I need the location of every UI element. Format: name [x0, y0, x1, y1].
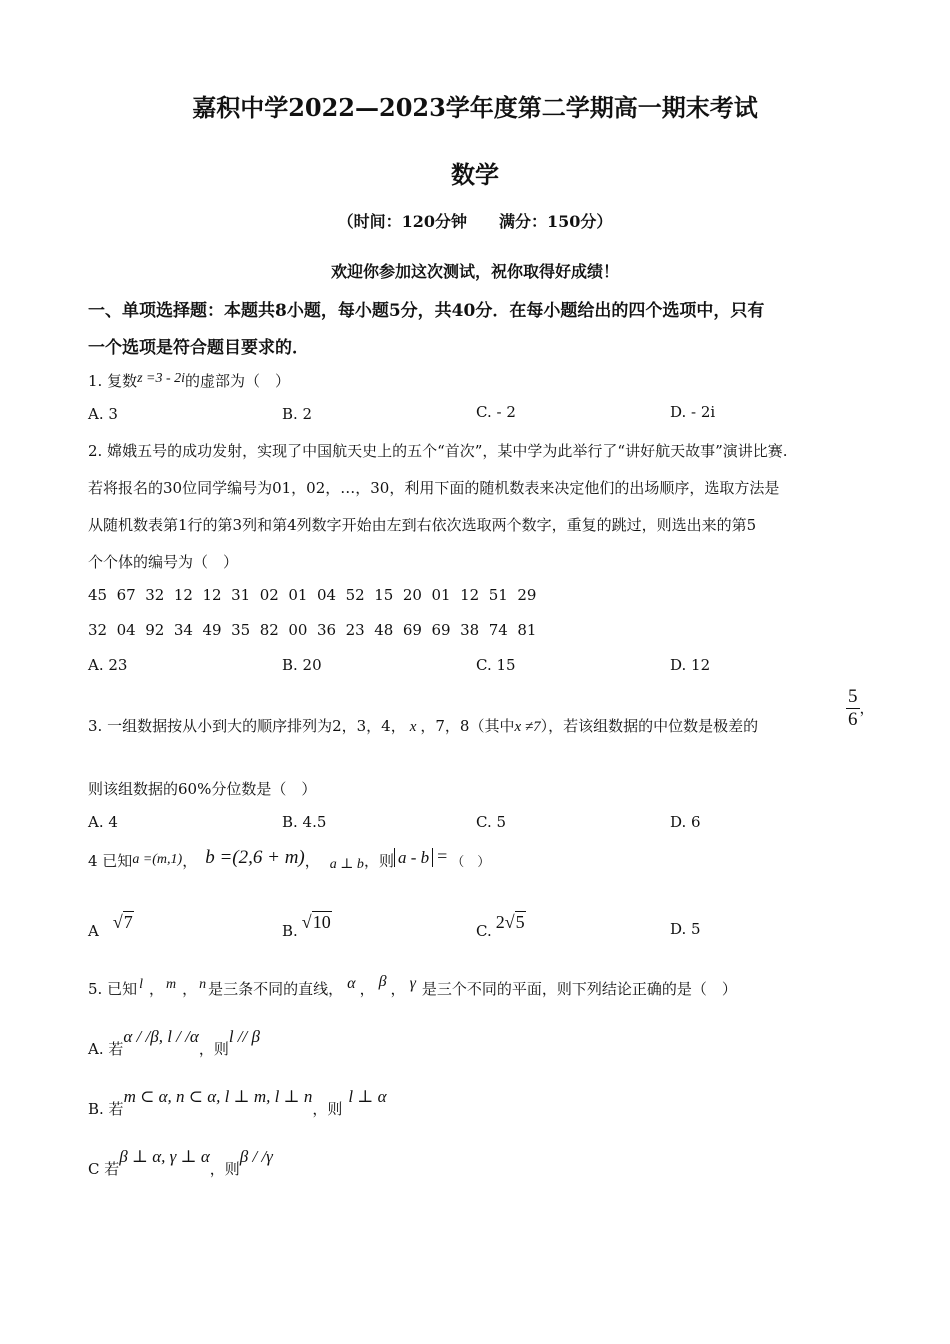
q2-option-d: D. 12 [670, 656, 711, 674]
q5-option-a: A. 若α / /β, l / /α，则l // β [88, 1027, 260, 1058]
q1-option-a: A. 3 [88, 405, 118, 423]
q2-line1: 2. 嫦娥五号的成功发射，实现了中国航天史上的五个“首次”，某中学为此举行了“讲好航天故事”演讲比赛. [88, 442, 788, 460]
q4-option-c: C. 2√5 [476, 912, 525, 940]
question-5: 5. 已知 l ， m ， n 是三条不同的直线， α ， β ， γ 是三个不同的平面，则下列结论正确的是（ ） [88, 973, 737, 998]
greeting: 欢迎你参加这次测试，祝你取得好成绩！ [330, 262, 619, 281]
q3-line2: 则该组数据的60%分位数是（ ） [88, 780, 317, 798]
q2-line2: 若将报名的30位同学编号为01，02，…，30，利用下面的随机数表来决定他们的出场顺序，选取方法是 [88, 479, 780, 497]
section1-heading-line2: 一个选项是符合题目要求的． [88, 338, 309, 358]
q2-option-b: B. 20 [282, 656, 322, 674]
q3-fraction: $\frac{5}{6}$ ， [848, 686, 875, 730]
question-3: 3. 一组数据按从小到大的顺序排列为2，3，4， x ，7，8（其中x ≠7），若该组数据的中位数是极差的 [88, 717, 759, 735]
q4-option-b: B. √10 [282, 912, 331, 940]
q4-option-a: A √7 [88, 912, 133, 940]
q3-option-d: D. 6 [670, 813, 701, 831]
section1-heading-line1: 一、单项选择题：本题共8小题，每小题5分，共40分．在每小题给出的四个选项中，只有 [88, 301, 765, 321]
random-table-row1: 45 67 32 12 12 31 02 01 04 52 15 20 01 12 51 29 [88, 586, 537, 604]
question-1: 1. 复数z =3 - 2i的虚部为（ ） [88, 371, 291, 390]
random-table-row2: 32 04 92 34 49 35 82 00 36 23 48 69 69 38 74 81 [88, 621, 537, 639]
q1-option-b: B. 2 [282, 405, 313, 423]
q2-line4: 个个体的编号为（ ） [88, 553, 239, 571]
q3-option-a: A. 4 [88, 813, 118, 831]
q2-line3: 从随机数表第1行的第3列和第4列数字开始由左到右依次选取两个数字，重复的跳过，则选出来的第5 [88, 516, 757, 534]
q3-option-c: C. 5 [476, 813, 507, 831]
q4-option-d: D. 5 [670, 920, 701, 938]
q1-option-c: C. - 2 [476, 403, 516, 421]
q2-option-c: C. 15 [476, 656, 516, 674]
q1-expression: z =3 - 2i [137, 371, 186, 386]
q3-option-b: B. 4.5 [282, 813, 327, 831]
time-info: （时间：120分钟 满分：150分） [337, 212, 613, 231]
q5-option-b: B. 若m ⊂ α, n ⊂ α, l ⊥ m, l ⊥ n，则l ⊥ α [88, 1087, 387, 1118]
question-4: 4 已知a =(m,1)， b =(2,6 + m)， a ⊥ b，则 a - b = （ ） [88, 846, 491, 872]
q2-option-a: A. 23 [88, 656, 128, 674]
exam-title: 嘉积中学2022—2023学年度第二学期高一期末考试 [192, 93, 758, 122]
q5-option-c: C 若β ⊥ α, γ ⊥ α，则β / /γ [88, 1147, 273, 1178]
subject-title: 数学 [451, 160, 499, 189]
q1-option-d: D. - 2i [670, 403, 716, 421]
